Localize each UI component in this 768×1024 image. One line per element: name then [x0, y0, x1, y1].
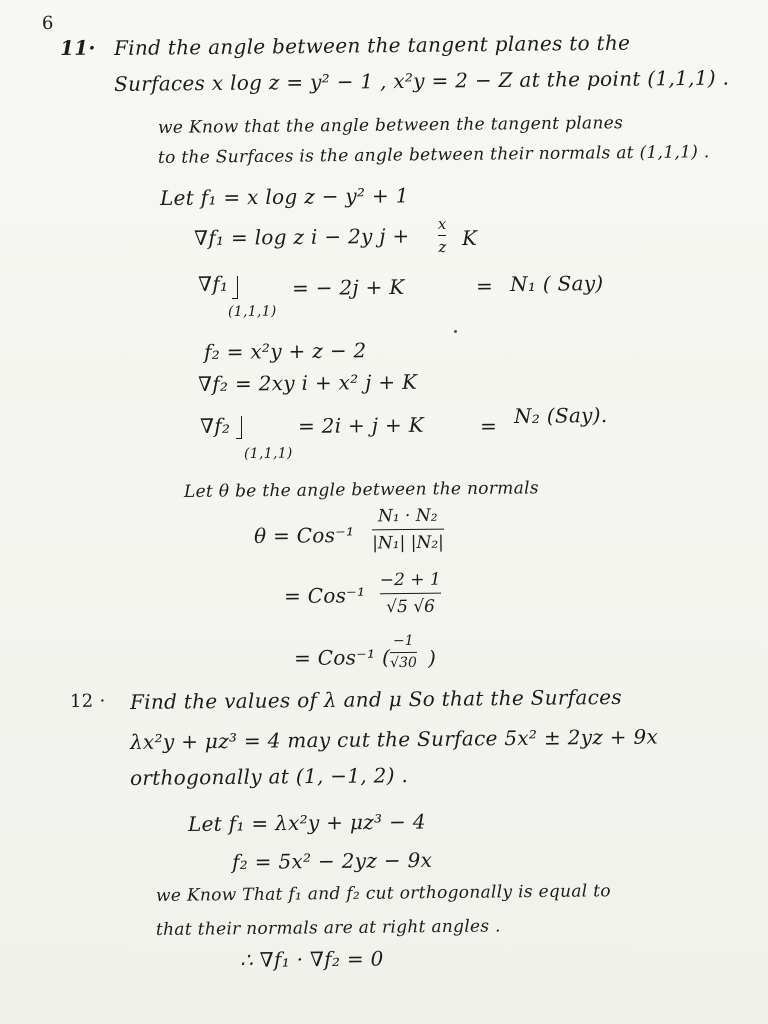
ink-dot: [454, 330, 457, 333]
q12-f2: f₂ = 5x² − 2yz − 9x: [231, 847, 433, 874]
step3-rhs: ): [427, 645, 437, 670]
grad-f1-prefix: ∇f₁ = log z i − 2y j +: [193, 223, 410, 250]
fraction-bar: [372, 529, 444, 531]
grad-f1-suffix: K: [461, 225, 478, 250]
evaluation-bracket: [236, 416, 242, 439]
question-11-number: 11·: [59, 35, 96, 60]
q12-intro-line2: that their normals are at right angles .: [155, 916, 501, 940]
grad-f1-frac-den: z: [438, 237, 447, 257]
theta-lhs: θ = Cos⁻¹: [253, 522, 355, 548]
grad-f1: [194, 224, 410, 250]
grad-f2-equals: =: [479, 413, 498, 438]
grad-f1-equals: =: [475, 273, 494, 298]
n1-label: N₁ ( Say): [509, 271, 604, 296]
fraction-bar: [438, 235, 446, 236]
question-11-title-line1: Find the angle between the tangent planes to the: [113, 30, 631, 60]
step2-numerator: −2 + 1: [379, 569, 441, 591]
let-theta: Let θ be the angle between the normals: [183, 478, 539, 502]
grad-f1-fraction: [438, 216, 447, 255]
grad-f2-at-point: (1,1,1): [243, 445, 293, 462]
q12-therefore: ∴ ∇f₁ · ∇f₂ = 0: [239, 946, 384, 972]
grad-f1-value: = − 2j + K: [291, 274, 405, 300]
q12-intro-line1: we Know That f₁ and f₂ cut orthogonally is equal to: [155, 881, 611, 906]
question-11-intro-line2: to the Surfaces is the angle between their normals at (1,1,1) .: [157, 142, 710, 168]
question-11-intro-line1: we Know that the angle between the tangent planes: [157, 113, 624, 138]
page-number: 6: [41, 12, 54, 34]
question-11-title-line2: Surfaces x log z = y² − 1 , x²y = 2 − Z at the point (1,1,1) .: [113, 65, 730, 96]
fraction-bar: [380, 593, 441, 595]
grad-f2-value: = 2i + j + K: [297, 412, 425, 438]
grad-f1-frac-num: x: [437, 214, 447, 234]
question-12-title-line1: Find the values of λ and μ So that the Surfaces: [129, 684, 622, 714]
f2-definition: f₂ = x²y + z − 2: [203, 338, 367, 364]
step2-denominator: √5 √6: [386, 596, 436, 618]
step3-numerator: −1: [392, 632, 414, 650]
step2-lhs: = Cos⁻¹: [283, 583, 366, 608]
fraction-bar: [390, 652, 417, 653]
theta-numerator: N₁ · N₂: [377, 505, 438, 527]
evaluation-bracket: [232, 276, 238, 299]
theta-denominator: |N₁| |N₂|: [372, 532, 444, 554]
question-12-number: 12 ·: [69, 690, 106, 712]
question-12-title-line3: orthogonally at (1, −1, 2) .: [129, 763, 409, 790]
grad-f1-at-label: ∇f₁: [197, 271, 229, 296]
question-12-title-line2: λx²y + μz³ = 4 may cut the Surface 5x² ± 2yz + 9x: [129, 724, 659, 754]
let-f1: Let f₁ = x log z − y² + 1: [159, 183, 409, 210]
grad-f2: ∇f₂ = 2xy i + x² j + K: [197, 369, 418, 396]
q12-let-f1: Let f₁ = λx²y + μz³ − 4: [187, 809, 426, 836]
grad-f2-at-label: ∇f₂: [199, 413, 231, 438]
step3-denominator: √30: [390, 654, 417, 672]
step3-lhs: = Cos⁻¹ (: [293, 644, 391, 670]
grad-f1-at-point: (1,1,1): [227, 303, 277, 320]
step3-fraction: [390, 634, 417, 671]
step2-fraction: [380, 570, 441, 618]
theta-fraction: [372, 506, 444, 554]
n2-label: N₂ (Say).: [513, 403, 608, 428]
